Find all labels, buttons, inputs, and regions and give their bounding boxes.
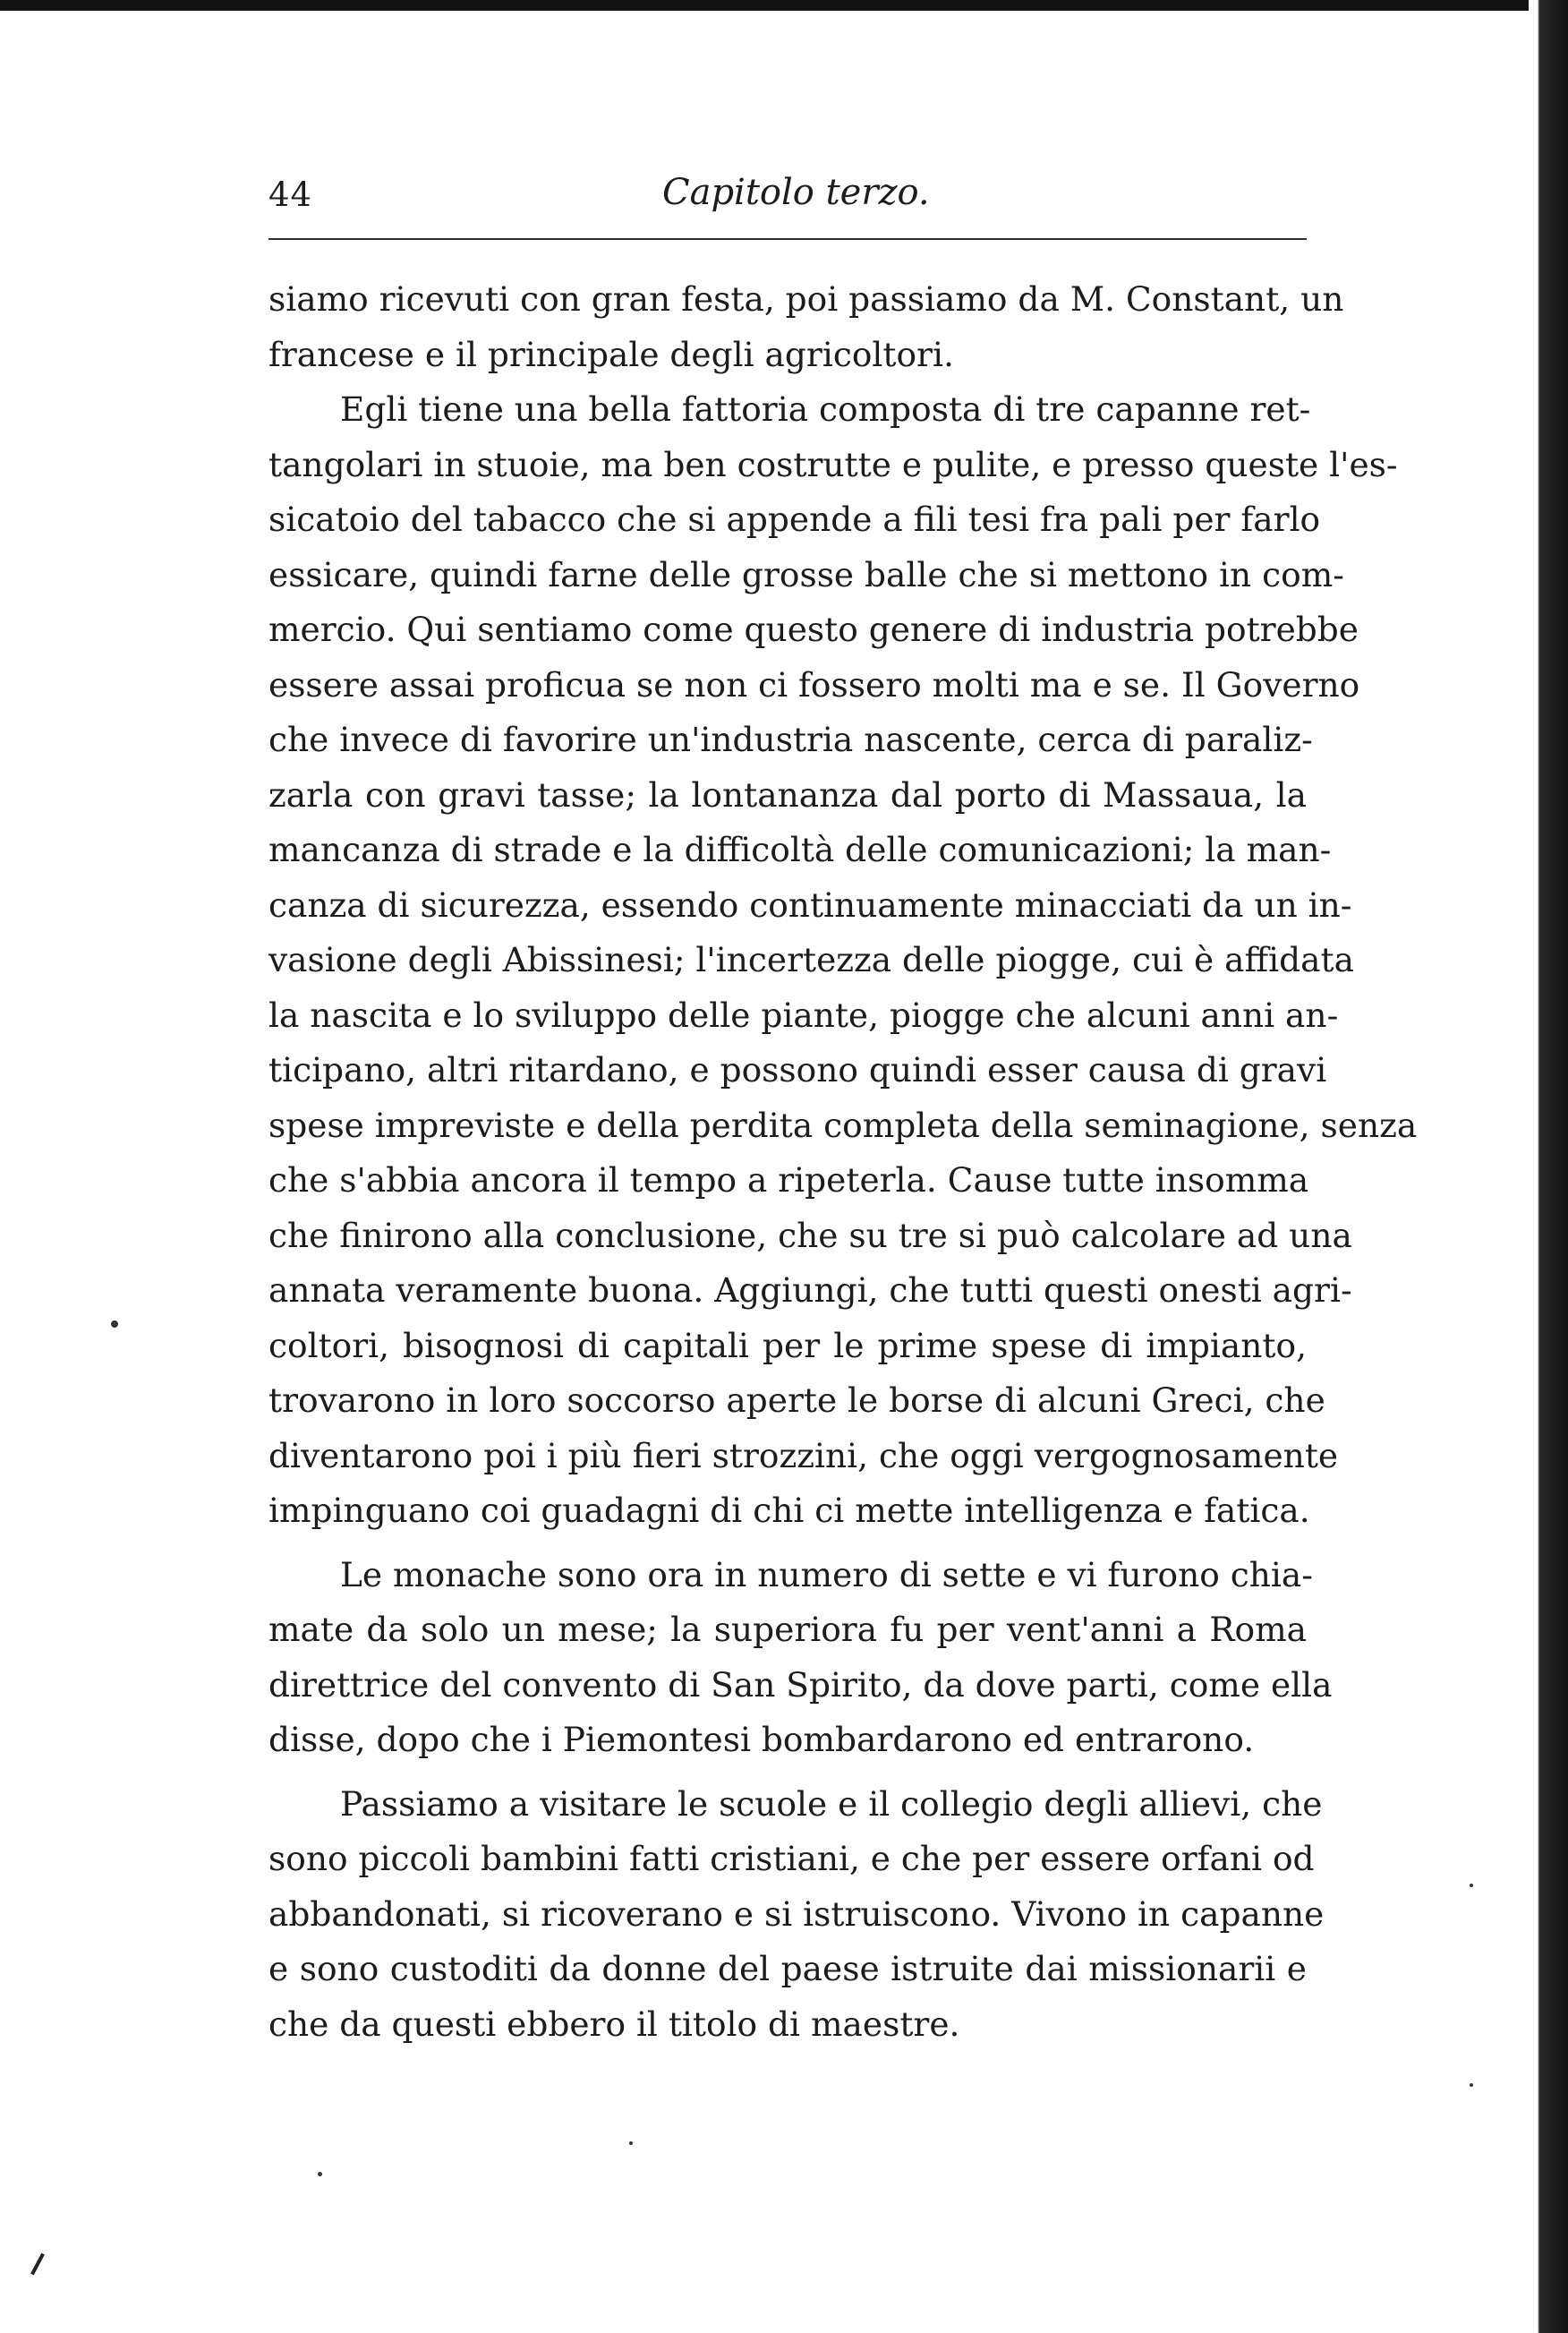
text-line: direttrice del convento di San Spirito, da dove parti, come ella <box>268 1664 1333 1705</box>
text-line: canza di sicurezza, essendo continuamente minacciati da un in- <box>268 884 1352 925</box>
text-line: mate da solo un mese; la superiora fu per vent'anni a Roma <box>268 1610 1307 1649</box>
text-line: trovarono in loro soccorso aperte le borse di alcuni Greci, che <box>268 1380 1325 1420</box>
body-text <box>268 272 1418 2052</box>
paragraph-2 <box>268 382 1418 1539</box>
scan-speck <box>318 2172 322 2176</box>
text-line: mercio. Qui sentiamo come questo genere di industria potrebbe <box>268 610 1359 649</box>
text-line: essicare, quindi farne delle grosse balle che si mettono in com- <box>268 554 1344 594</box>
scan-speck <box>1470 1884 1473 1887</box>
text-line: coltori, bisognosi di capitali per le prime spese di impianto, <box>268 1325 1307 1365</box>
text-line: che finirono alla conclusione, che su tre si può calcolare ad una <box>268 1215 1352 1255</box>
text-line: zarla con gravi tasse; la lontananza dal porto di Massaua, la <box>268 774 1307 815</box>
header-rule <box>268 238 1307 240</box>
running-head: Capitolo terzo. <box>662 172 930 213</box>
text-line: ticipano, altri ritardano, e possono quindi esser causa di gravi <box>268 1050 1327 1090</box>
text-line: francese e il principale degli agricoltori. <box>268 334 954 374</box>
scan-speck <box>1470 2083 1473 2087</box>
text-line: che invece di favorire un'industria nascente, cerca di paraliz- <box>268 720 1313 759</box>
text-line: Egli tiene una bella fattoria composta di tre capanne ret- <box>340 389 1311 429</box>
text-line: mancanza di strade e la difficoltà delle comunicazioni; la man- <box>268 830 1332 869</box>
text-line: che s'abbia ancora il tempo a ripeterla. Cause tutte insomma <box>268 1160 1309 1200</box>
text-line: sono piccoli bambini fatti cristiani, e che per essere orfani od <box>268 1839 1315 1878</box>
text-line: e sono custoditi da donne del paese istruite dai missionarii e <box>268 1949 1307 1988</box>
text-line: impinguano coi guadagni di chi ci mette intelligenza e fatica. <box>268 1491 1310 1530</box>
text-line: Passiamo a visitare le scuole e il collegio degli allievi, che <box>340 1783 1323 1824</box>
text-line: siamo ricevuti con gran festa, poi passiamo da M. Constant, un <box>268 279 1344 319</box>
page-number: 44 <box>268 175 313 214</box>
paragraph-4 <box>268 1777 1325 2053</box>
text-line: abbandonati, si ricoverano e si istruiscono. Vivono in capanne <box>268 1893 1325 1934</box>
paragraph-1 <box>268 272 1344 382</box>
text-line: che da questi ebbero il titolo di maestre. <box>268 2004 960 2044</box>
scan-speck <box>111 1320 118 1328</box>
text-line: tangolari in stuoie, ma ben costrutte e pulite, e presso queste l'es- <box>268 444 1398 484</box>
scan-speck <box>629 2141 633 2145</box>
scan-top-border <box>0 0 1568 11</box>
text-line: Le monache sono ora in numero di sette e vi furono chia- <box>340 1554 1313 1594</box>
text-line: disse, dopo che i Piemontesi bombardarono ed entrarono. <box>268 1720 1255 1759</box>
text-line: essere assai proficua se non ci fossero molti ma e se. Il Governo <box>268 664 1360 705</box>
paragraph-3 <box>268 1548 1333 1768</box>
text-line: diventarono poi i più fieri strozzini, che oggi vergognosamente <box>268 1435 1339 1475</box>
text-line: vasione degli Abissinesi; l'incertezza delle piogge, cui è affidata <box>268 940 1354 979</box>
text-line: spese impreviste e della perdita completa della seminagione, senza <box>268 1105 1418 1145</box>
text-line: sicatoio del tabacco che si appende a fili tesi fra pali per farlo <box>268 500 1321 539</box>
scan-right-border <box>1529 0 1568 2333</box>
text-line: la nascita e lo sviluppo delle piante, piogge che alcuni anni an- <box>268 995 1339 1035</box>
scan-pencil-mark <box>30 2253 45 2276</box>
text-line: annata veramente buona. Aggiungi, che tutti questi onesti agri- <box>268 1270 1352 1310</box>
